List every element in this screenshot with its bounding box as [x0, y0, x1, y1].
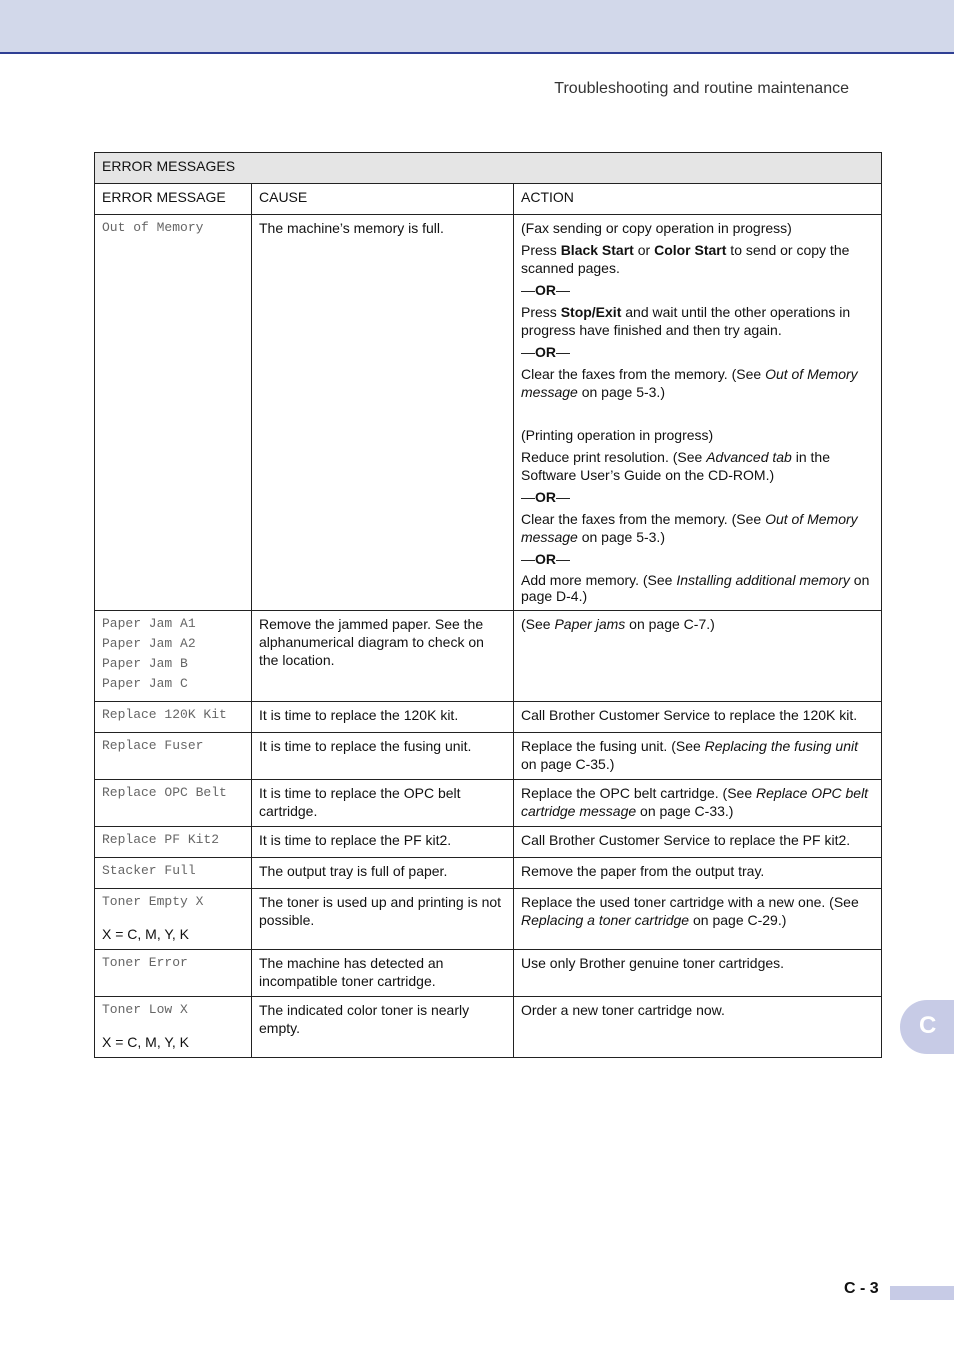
- or-separator: —OR—: [521, 551, 570, 567]
- cross-reference-link: Paper jams: [554, 616, 626, 632]
- cross-reference-link: Out of Memory message: [521, 511, 858, 545]
- table-section-header: [95, 153, 882, 184]
- action-cell: Remove the paper from the output tray.: [514, 858, 882, 889]
- cause-cell: It is time to replace the OPC belt cartridge.: [252, 780, 514, 827]
- page-number-bar: [890, 1286, 954, 1300]
- cross-reference-link: Installing additional memory: [676, 572, 850, 588]
- error-message: Toner Empty X: [102, 894, 204, 909]
- page-header-title: Troubleshooting and routine maintenance: [554, 80, 849, 97]
- error-message-cell: [95, 702, 252, 733]
- cross-reference-link: Out of Memory message: [521, 366, 858, 400]
- cross-reference-link: Replacing the fusing unit: [704, 738, 858, 754]
- error-messages-table: [94, 152, 882, 1058]
- cause-cell: Remove the jammed paper. See the alphanumerical diagram to check on the location.: [252, 611, 514, 702]
- table-row: [95, 827, 882, 858]
- error-message: Replace PF Kit2: [102, 832, 220, 847]
- cause-cell: It is time to replace the 120K kit.: [252, 702, 514, 733]
- action-cell: Use only Brother genuine toner cartridges.: [514, 950, 882, 997]
- error-message-cell: [95, 858, 252, 889]
- action-text: Press Stop/Exit and wait until the other operations in progress have finished and then try again.: [521, 304, 851, 338]
- table-row: [95, 997, 882, 1058]
- action-cell: Replace the fusing unit. (See Replacing the fusing unit on page C-35.): [514, 733, 882, 780]
- action-text: (Fax sending or copy operation in progress): [521, 220, 792, 236]
- error-message-cell: [95, 889, 252, 950]
- chapter-letter: C: [919, 1012, 937, 1039]
- error-message: Paper Jam A2: [102, 636, 196, 651]
- or-separator: —OR—: [521, 282, 570, 298]
- cause-cell: The machine’s memory is full.: [252, 215, 514, 611]
- action-text: Add more memory. (See Installing additional memory on page D-4.): [521, 572, 870, 604]
- error-message-cell: [95, 827, 252, 858]
- action-text: (Printing operation in progress): [521, 427, 714, 443]
- action-text: Clear the faxes from the memory. (See Out of Memory message on page 5-3.): [521, 366, 858, 400]
- table-row: [95, 702, 882, 733]
- error-message-cell: [95, 733, 252, 780]
- page-number: C - 3: [844, 1280, 879, 1297]
- table-row: [95, 780, 882, 827]
- error-message: Replace OPC Belt: [102, 785, 227, 800]
- action-cell: [514, 215, 882, 611]
- error-message: Toner Error: [102, 955, 188, 970]
- error-message: Paper Jam B: [102, 656, 188, 671]
- error-message: Paper Jam A1: [102, 616, 196, 631]
- cross-reference-link: Replace OPC belt cartridge message: [521, 785, 869, 819]
- action-text: Press Black Start or Color Start to send or copy the scanned pages.: [521, 242, 850, 276]
- cause-cell: The indicated color toner is nearly empty.: [252, 997, 514, 1058]
- action-text: Reduce print resolution. (See Advanced tab in the Software User’s Guide on the CD-ROM.): [521, 449, 830, 483]
- column-header-cause: CAUSE: [252, 184, 514, 215]
- table-row: [95, 215, 882, 611]
- cause-cell: It is time to replace the PF kit2.: [252, 827, 514, 858]
- error-message: Toner Low X: [102, 1002, 188, 1017]
- error-message-cell: [95, 215, 252, 611]
- cause-cell: The toner is used up and printing is not possible.: [252, 889, 514, 950]
- variable-legend: X = C, M, Y, K: [102, 1034, 190, 1050]
- section-title: ERROR MESSAGES: [95, 153, 882, 184]
- table-row: [95, 611, 882, 702]
- action-cell: Call Brother Customer Service to replace the PF kit2.: [514, 827, 882, 858]
- cause-cell: The output tray is full of paper.: [252, 858, 514, 889]
- error-message-cell: [95, 780, 252, 827]
- error-message: Paper Jam C: [102, 676, 188, 691]
- action-cell: Order a new toner cartridge now.: [514, 997, 882, 1058]
- cross-reference-link: Replacing a toner cartridge: [521, 912, 690, 928]
- error-message: Out of Memory: [102, 220, 204, 235]
- action-cell: (See Paper jams on page C-7.): [514, 611, 882, 702]
- chapter-tab: [900, 1000, 954, 1054]
- cause-cell: The machine has detected an incompatible toner cartridge.: [252, 950, 514, 997]
- action-cell: Replace the used toner cartridge with a new one. (See Replacing a toner cartridge on page C-29.): [514, 889, 882, 950]
- header-band: [0, 0, 954, 54]
- action-cell: Call Brother Customer Service to replace the 120K kit.: [514, 702, 882, 733]
- error-message-cell: [95, 997, 252, 1058]
- or-separator: —OR—: [521, 344, 570, 360]
- table-column-headers: [95, 184, 882, 215]
- error-message: Replace Fuser: [102, 738, 204, 753]
- column-header-error-message: ERROR MESSAGE: [95, 184, 252, 215]
- table-row: [95, 950, 882, 997]
- variable-legend: X = C, M, Y, K: [102, 926, 190, 942]
- or-separator: —OR—: [521, 489, 570, 505]
- error-message: Stacker Full: [102, 863, 196, 878]
- column-header-action: ACTION: [514, 184, 882, 215]
- error-message-cell: [95, 950, 252, 997]
- table-row: [95, 858, 882, 889]
- action-text: Clear the faxes from the memory. (See Out of Memory message on page 5-3.): [521, 511, 858, 545]
- cross-reference-link: Advanced tab: [706, 449, 792, 465]
- cause-cell: It is time to replace the fusing unit.: [252, 733, 514, 780]
- table-row: [95, 733, 882, 780]
- action-cell: Replace the OPC belt cartridge. (See Replace OPC belt cartridge message on page C-33.): [514, 780, 882, 827]
- error-message-cell: [95, 611, 252, 702]
- error-message: Replace 120K Kit: [102, 707, 227, 722]
- table-row: [95, 889, 882, 950]
